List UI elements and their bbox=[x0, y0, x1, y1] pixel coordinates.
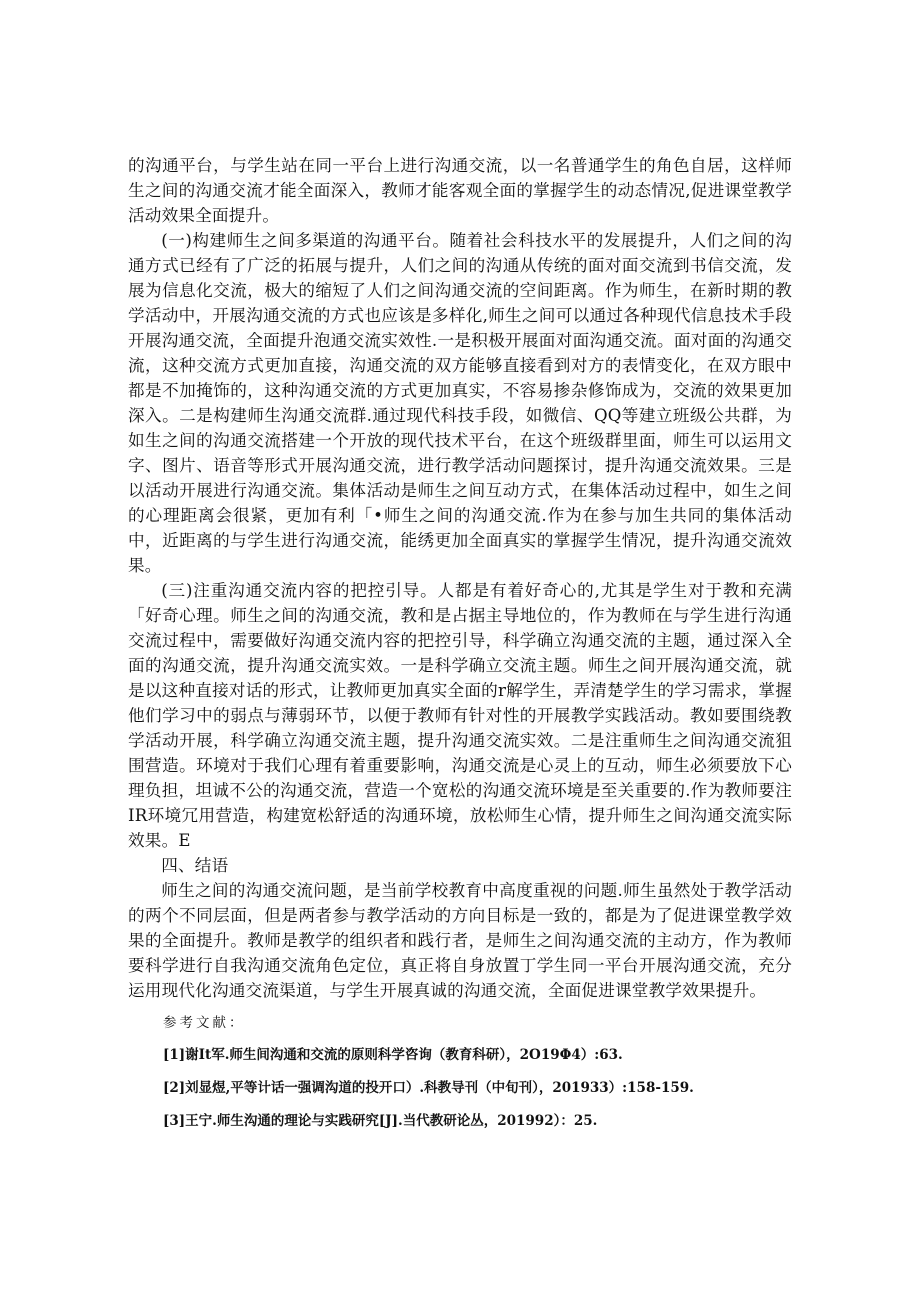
references-section bbox=[163, 1011, 803, 1142]
paragraph-section-one: (一)构建师生之间多渠道的沟通平台。随着社会科技水平的发展提升，人们之间的沟通方式已经有了广泛的拓展与提升，人们之间的沟通从传统的面对面交流到书信交流，发展为信息化交流，极大的缩短了人们之间沟通交流的空间距离。作为师生，在新时期的教学活动中，开展沟通交流的方式也应该是多样化,师生之间可以通过各种现代信息技术手段开展沟通交流，全面提升泡通交流实效性.一是积极开展面对面沟通交流。面对面的沟通交流，这种交流方式更加直接，沟通交流的双方能够直接看到对方的表情变化，在双方眼中都是不加掩饰的，这种沟通交流的方式更加真实，不容易掺杂修饰成为，交流的效果更加深入。二是构建师生沟通交流群.通过现代科技手段，如微信、QQ等建立班级公共群，为如生之间的沟通交流搭建一个开放的现代技术平台，在这个班级群里面，师生可以运用文字、图片、语音等形式开展沟通交流，进行教学活动问题探讨，提升沟通交流效果。三是以活动开展进行沟通交流。集体活动是师生之间互动方式，在集体活动过程中，如生之间的心理距离会很紧，更加有利「•师生之间的沟通交流.作为在参与加生共同的集体活动中，近距离的与学生进行沟通交流，能绣更加全面真实的掌握学生情况，提升沟通交流效果。 bbox=[128, 231, 792, 575]
reference-item: [3]王宁.师生沟通的理论与实践研究[J].当代教研论丛，201992）：25. bbox=[163, 1113, 598, 1129]
references-title: 参考文献： bbox=[163, 1015, 246, 1031]
reference-item: [1]谢It军.师生间沟通和交流的原则科学咨询（教育科研），2O19Φ4）:63. bbox=[163, 1047, 623, 1063]
section-heading-conclusion: 四、结语 bbox=[161, 856, 229, 875]
paragraph-intro: 的沟通平台，与学生站在同一平台上进行沟通交流，以一名普通学生的角色自居，这样师生之间的沟通交流才能全面深入，教师才能客观全面的掌握学生的动态情况,促进课堂教学活动效果全面提升。 bbox=[128, 156, 792, 225]
paragraph-section-three: (三)注重沟通交流内容的把控引导。人都是有着好奇心的,尤其是学生对于教和充满「好奇心理。师生之间的沟通交流，教和是占据主导地位的，作为教师在与学生进行沟通交流过程中，需要做好沟通交流内容的把控引导，科学确立沟通交流的主题，通过深入全面的沟通交流，提升沟通交流实效。一是科学确立交流主题。师生之间开展沟通交流，就是以这种直接对话的形式，让教师更加真实全面的r解学生，弄清楚学生的学习需求，掌握他们学习中的弱点与薄弱环节，以便于教师有针对性的开展教学实践活动。教如要围绕教学活动开展，科学确立沟通交流主题，提升沟通交流实效。二是注重师生之间沟通交流狙围营造。环境对于我们心理有着重要影响，沟通交流是心灵上的互动，师生必须要放下心理负担，坦诚不公的沟通交流，营造一个宽松的沟通交流环境是至关重要的.作为教师要注IR环境冗用营造，构建宽松舒适的沟通环境，放松师生心情，提升师生之间沟通交流实际效果。E bbox=[128, 581, 792, 850]
reference-item: [2]刘显煜,平等计话一强调沟道的投开口）.科教导刊（中旬刊），201933）:158-159. bbox=[163, 1080, 694, 1096]
body-text bbox=[128, 153, 792, 1003]
paragraph-conclusion: 师生之间的沟通交流问题，是当前学校教育中高度重视的问题.师生虽然处于教学活动的两个不同层面，但是两者参与教学活动的方向目标是一致的，都是为了促进课堂教学效果的全面提升。教师是教学的组织者和践行者，是师生之间沟通交流的主动方，作为教师要科学进行自我沟通交流角色定位，真正将自身放置丁学生同一平台开展沟通交流，充分运用现代化沟通交流渠道，与学生开展真诚的沟通交流，全面促进课堂教学效果提升。 bbox=[128, 881, 792, 1000]
